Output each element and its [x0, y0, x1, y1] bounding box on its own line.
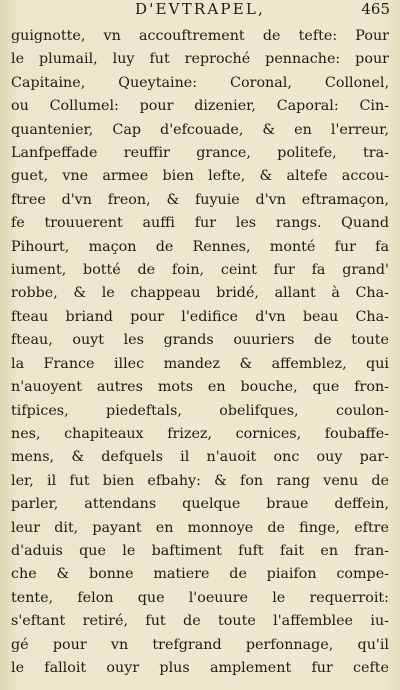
text-line: guignotte, vn accouftrement de tefte: Pour [11, 28, 389, 44]
text-line: fteau briand pour l'edifice d'vn beau Cha- [11, 308, 389, 325]
text-line: quantenier, Cap d'efcouade, & en l'erreur, [11, 121, 389, 138]
text-line: che & bonne matiere de piaifon compe- [11, 566, 389, 583]
text-line: iument, botté de foin, ceint fur fa grand' [11, 262, 389, 279]
text-line: s'eftant retiré, fut de toute l'affemblee iu- [11, 613, 389, 630]
text-line: guet, vne armee bien lefte, & altefe accou- [11, 168, 389, 185]
text-line: ler, il fut bien efbahy: & fon rang venu de [11, 472, 389, 489]
text-line: Lanfpeffade reuffir grance, politefe, tra- [11, 145, 389, 162]
page-number: 465 [361, 0, 390, 18]
page-header [0, 0, 400, 22]
text-line: n'auoyent autres mots en bouche, que fron- [11, 379, 389, 396]
text-line: leur dit, payant en monnoye de finge, eftre [11, 519, 389, 536]
text-line: tifpices, piedeftals, obelifques, coulon- [11, 402, 389, 419]
text-line: le falloit ouyr plus amplement fur cefte [11, 659, 389, 676]
text-line: ftree d'vn freon, & fuyuie d'vn eftramaçon, [11, 191, 389, 208]
text-line: fteau, ouyt les grands ouuriers de toute [11, 332, 389, 349]
text-line: gé pour vn trefgrand perfonnage, qu'il [11, 636, 389, 653]
text-line: nes, chapiteaux frizez, cornices, foubaffe- [11, 425, 389, 442]
running-head: D'EVTRAPEL, [134, 0, 266, 18]
text-line: Pihourt, maçon de Rennes, monté fur fa [11, 238, 389, 255]
text-line: d'aduis que le baftiment fuft fait en fran- [11, 542, 389, 559]
body-text [11, 25, 389, 680]
text-line: fe trouuerent auffi fur les rangs. Quand [11, 215, 389, 232]
text-line: ou Collumel: pour dizenier, Caporal: Cin- [11, 98, 389, 115]
text-line: Capitaine, Queytaine: Coronal, Collonel, [11, 74, 389, 91]
text-line: parler, attendans quelque braue deffein, [11, 496, 389, 513]
text-line: le plumail, luy fut reproché pennache: pour [11, 51, 389, 68]
text-line: robbe, & le chappeau bridé, allant à Cha- [11, 285, 389, 302]
text-line: tente, felon que l'oeuure le requerroit: [11, 589, 389, 606]
text-line: mens, & defquels il n'auoit onc ouy par- [11, 449, 389, 466]
text-line: la France illec mandez & affemblez, qui [11, 355, 389, 372]
